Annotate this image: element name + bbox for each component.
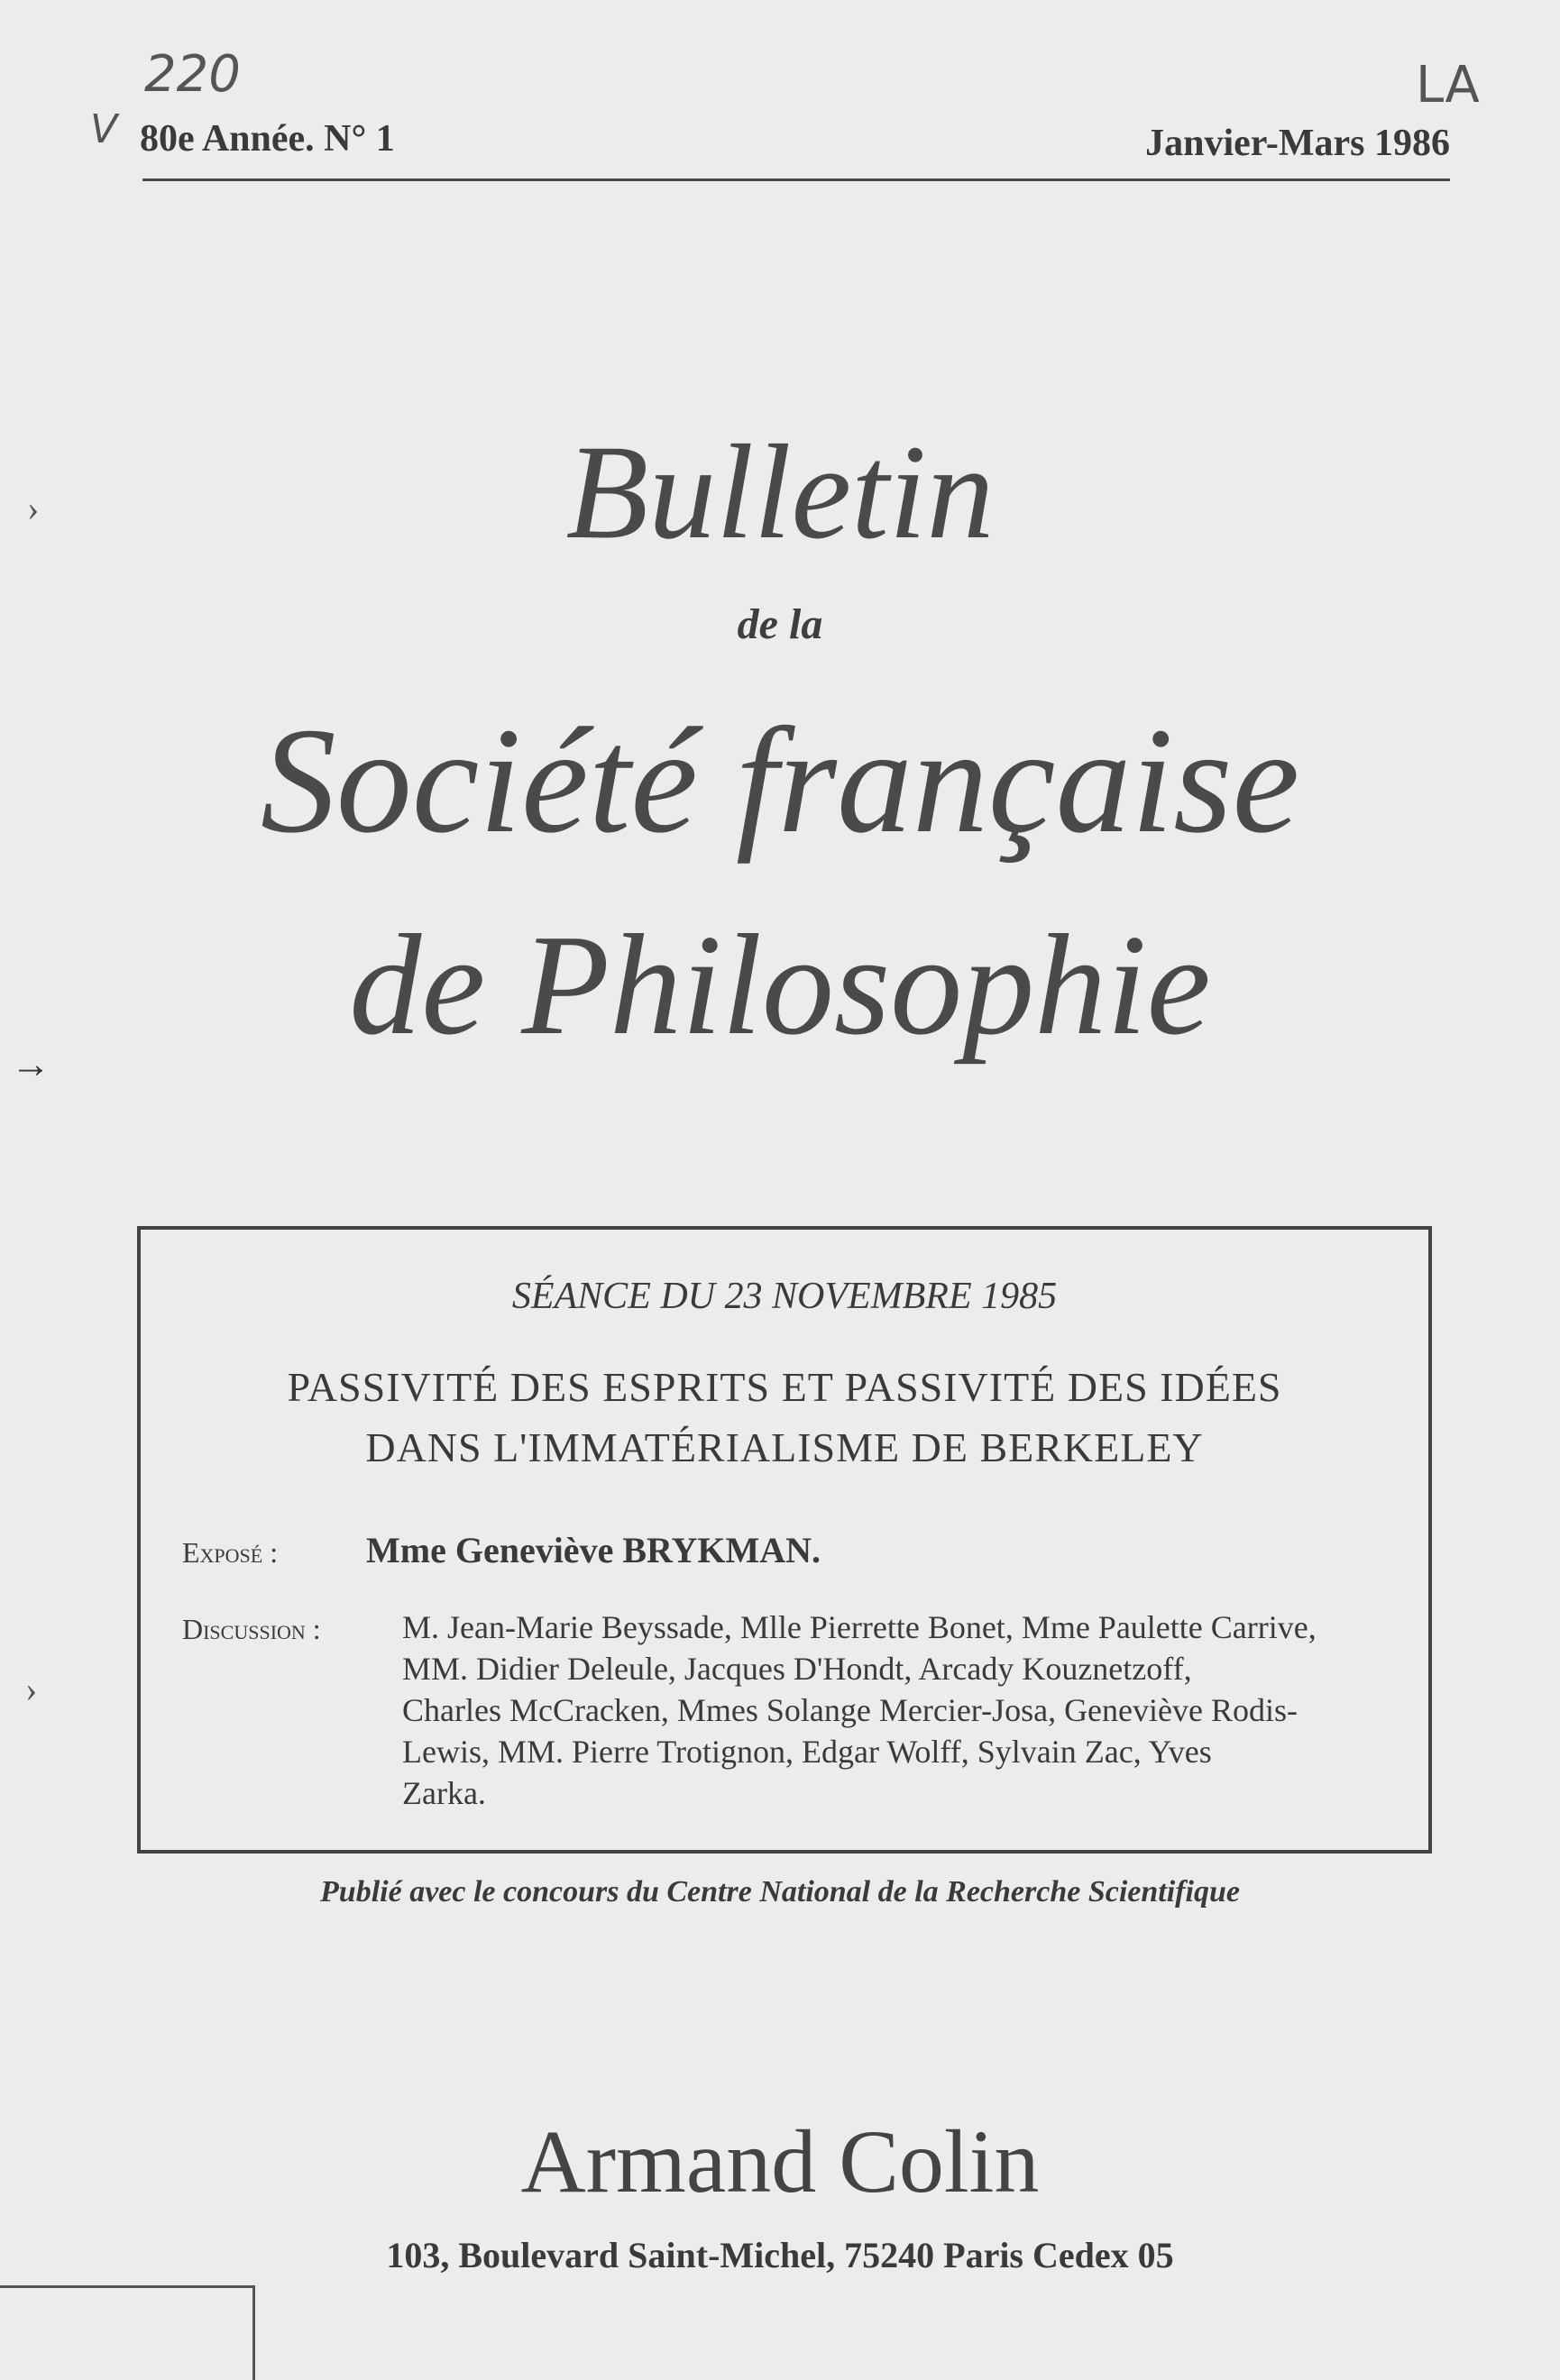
discussion-line: Zarka.: [402, 1775, 486, 1811]
handwritten-check: V: [90, 106, 118, 152]
issue-number: 80e Année. N° 1: [140, 118, 395, 160]
title-societe-francaise: Société française: [260, 697, 1300, 865]
expose-speaker: Mme Geneviève BRYKMAN.: [366, 1530, 821, 1570]
discussion-line: Charles McCracken, Mmes Solange Mercier-Josa, Geneviève Rodis-: [402, 1692, 1298, 1728]
binding-mark: →: [11, 1042, 50, 1086]
publisher-name: Armand Colin: [520, 2111, 1040, 2211]
seance-date: SÉANCE DU 23 NOVEMBRE 1985: [511, 1276, 1058, 1317]
discussion-line: MM. Didier Deleule, Jacques D'Hondt, Arcady Kouznetzoff,: [402, 1651, 1192, 1687]
title-philosophie: de Philosophie: [349, 904, 1211, 1065]
binding-mark: ›: [27, 488, 40, 528]
publisher-address: 103, Boulevard Saint-Michel, 75240 Paris Cedex 05: [386, 2235, 1174, 2275]
binding-mark: ›: [25, 1669, 38, 1709]
discussion-label: Discussion :: [182, 1613, 321, 1645]
expose-label: Exposé :: [182, 1536, 279, 1569]
issue-date: Janvier-Mars 1986: [1145, 123, 1450, 164]
topic-line-2: DANS L'IMMATÉRIALISME DE BERKELEY: [365, 1424, 1204, 1470]
discussion-list: [402, 1606, 1376, 1814]
discussion-line: Lewis, MM. Pierre Trotignon, Edgar Wolff, Sylvain Zac, Yves: [402, 1734, 1212, 1770]
handwritten-initials: LA: [1416, 56, 1480, 114]
handwritten-number: 220: [144, 45, 241, 104]
topic-line-1: PASSIVITÉ DES ESPRITS ET PASSIVITÉ DES IDÉES: [287, 1364, 1282, 1410]
discussion-line: M. Jean-Marie Beyssade, Mlle Pierrette Bonet, Mme Paulette Carrive,: [402, 1609, 1317, 1645]
title-bulletin: Bulletin: [565, 417, 995, 567]
library-label: [0, 2285, 255, 2380]
cnrs-support: Publié avec le concours du Centre National de la Recherche Scientifique: [320, 1875, 1240, 1909]
title-de-la: de la: [737, 600, 823, 648]
header-rule: [142, 178, 1450, 181]
session-box: [137, 1226, 1432, 1854]
